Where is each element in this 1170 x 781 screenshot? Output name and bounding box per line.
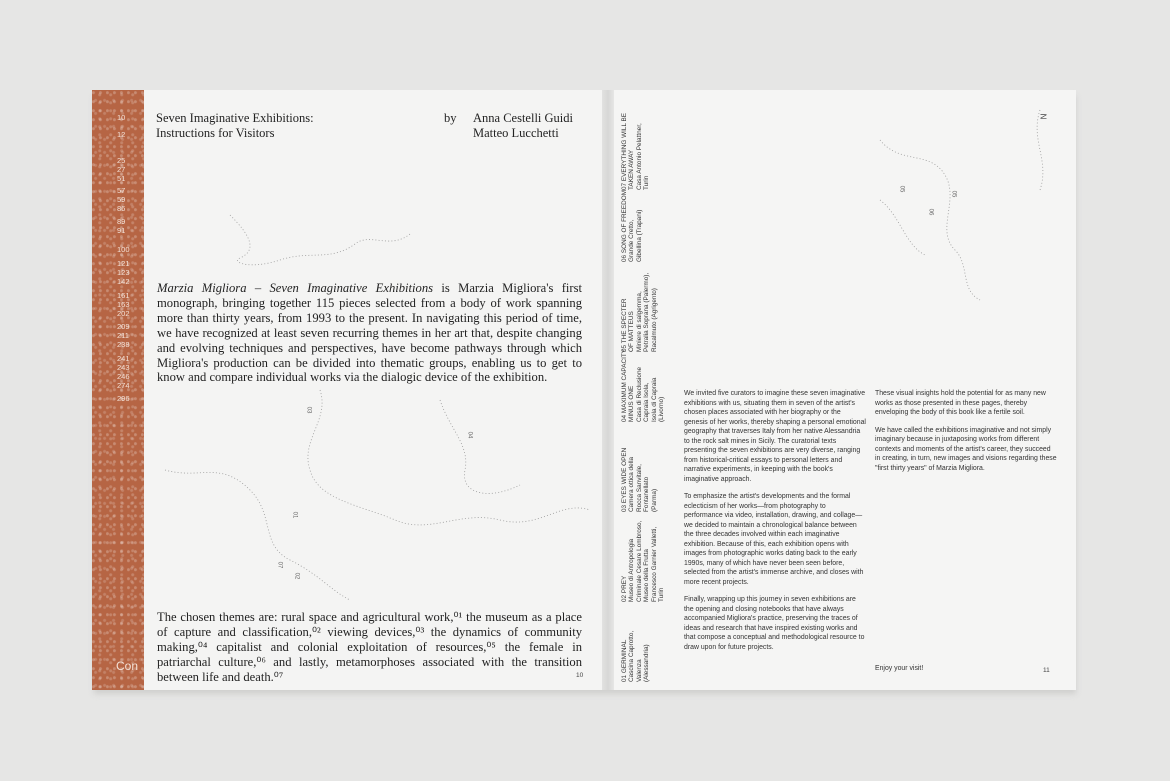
exhibition-entry: 07 EVERYTHING WILL BE TAKEN AWAY Casa Antonio Pelattner, Turin [621,112,651,190]
map-label: 06 [927,208,934,216]
column-paragraph: Finally, wrapping up this journey in seven exhibitions are the opening and closing notebooks that have always accompanied Migliora's practice, preserving the traces of ideas and research that have inspired existing works and that compose a conceptual and methodological resource to draw upon for future projects. [684,596,865,651]
exhibition-entry: 05 THE SPECTER OF MATTEUS Miniere di salgemma, Petralia Soprana (Palermo), Racalmuto (Agrigento) [621,272,658,352]
spine-page-number: 25 [117,156,126,165]
spine-page-number: 100 [117,245,130,254]
title-line-1: Seven Imaginative Exhibitions: [156,111,314,125]
title-line-2: Instructions for Visitors [156,126,275,140]
spine-page-number: 246 [117,372,130,381]
exhibition-entry: 03 EYES WIDE OPEN Camera ottica della Rocca Sanvitale, Fontanellato (Parma) [621,447,658,512]
spine-page-number: 12 [117,130,126,139]
spine-page-number: 121 [117,259,130,268]
exhibition-entry: 01 GERMINAL Cascina Caprotto, Valenza (Alessandria) [621,630,651,682]
spine-page-number: 91 [117,226,126,235]
text-column-1 [684,389,866,660]
map-label: 04 [466,431,473,439]
themes-paragraph: The chosen themes are: rural space and agricultural work,⁰¹ the museum as a place of capture and classification,⁰² viewing devices,⁰³ the dynamics of community making,⁰⁴ capitalist and colonial exploitation of resources,⁰⁵ the female in patriarchal culture,⁰⁶ and lastly, metamorphoses associated with the transition between life and death.⁰⁷ [157,610,582,684]
author-list [473,111,573,141]
spine-page-number: 57 [117,186,126,195]
column-paragraph: These visual insights hold the potential for as many new works as those presented in these pages, thereby enveloping the body of this book like a fertile soil. [875,390,1046,416]
author-2: Matteo Lucchetti [473,126,559,140]
spine-page-number: 238 [117,340,130,349]
intro-paragraph-text: is Marzia Migliora's first monograph, bringing together 115 pieces selected from a body of work spanning more than thirty years, from 1993 to the present. In navigating this period of time, we have recognized at least seven recurring themes in her art that, despite changing and evolving techniques and perspectives, have become pathways through which Migliora's production can be divided into thematic groups, enabling us to get to know and compare individual works via the dialogic device of the exhibition. [157,281,582,385]
byline-label: by [444,111,457,125]
spine-page-number: 10 [117,113,126,122]
left-page-number: 10 [576,672,584,679]
map-label: 02 [293,572,300,580]
spine-page-number: 161 [117,291,130,300]
right-page-number: 11 [1043,667,1050,674]
column-paragraph: To emphasize the artist's developments and the formal eclecticism of her works—from photography to performance via video, installation, drawing, and collage—we decided to maintain a chronological balance between the three decades involved within each imaginative exhibition. Because of this, each exhibition opens with images from photographic works dating back to the early 1990s, many of which have never been seen before, selected from the artist's immense archive, and closes with more recent projects. [684,493,864,586]
spine-page-number: 86 [117,204,126,213]
author-1: Anna Cestelli Guidi [473,111,573,125]
spine-page-number: 211 [117,331,129,340]
spine-page-number: 89 [117,217,126,226]
spine-page-number: 296 [117,394,130,403]
spine-page-number: 274 [117,381,130,390]
page-title [156,111,314,141]
map-label: 05 [898,185,905,193]
exhibition-entry: 06 SONG OF FREEDOM Grande Cretto, Gibellina (Trapani) [621,189,643,262]
spine-page-number: 123 [117,268,130,277]
monograph-title: Marzia Migliora – Seven Imaginative Exhibitions [157,281,434,295]
map-label: 07 [276,561,283,569]
spine-page-number: 163 [117,300,130,309]
signoff: Enjoy your visit! [875,665,924,672]
spine-page-number: 209 [117,322,130,331]
spine-page-number: 202 [117,309,130,318]
map-label: 01 [291,511,298,519]
exhibition-entry: 04 MAXIMUM CAPACITY MINUS ONE Casa di Reclusione Capraia Isola, Isola di Capraia (Livorno) [621,348,666,422]
spine-page-number: 142 [117,277,130,286]
spine-page-number: 59 [117,195,126,204]
spine-page-number: 243 [117,363,130,372]
spine-bottom-text: Con [116,659,139,673]
spine-page-number: 51 [117,174,126,183]
text-column-2 [875,389,1057,481]
compass-mark: N [1038,113,1048,120]
column-paragraph: We invited five curators to imagine these seven imaginative exhibitions with us, situating them in seven of the artist's chosen places associated with her biography or the genesis of her works, thereby shaping a personal emotional geography that traverses Italy from her native Alessandria to the rock salt mines in Sicily. The curatorial texts presenting the seven exhibitions are very diverse, ranging from historical-critical essays to personal letters and narrative experiments, in keeping with the book's imaginative approach. [684,390,866,483]
intro-paragraph [157,281,582,385]
column-paragraph: We have called the exhibitions imaginative and not simply imaginary because in juxtaposing works from different contexts and moments of the artist's career, they succeed in creating, in turn, new images and visions regarding these "first thirty years" of Marzia Migliora. [875,426,1057,472]
map-label: 05 [950,190,957,198]
spine-page-number: 27 [117,165,126,174]
map-label: 03 [305,406,312,414]
exhibition-entry: 02 PREY Museo di Antropologia Criminale Cesare Lombroso, Museo della Frutta Francesco Garnier Valletti, Turin [621,520,666,602]
spine-page-number: 241 [117,354,130,363]
